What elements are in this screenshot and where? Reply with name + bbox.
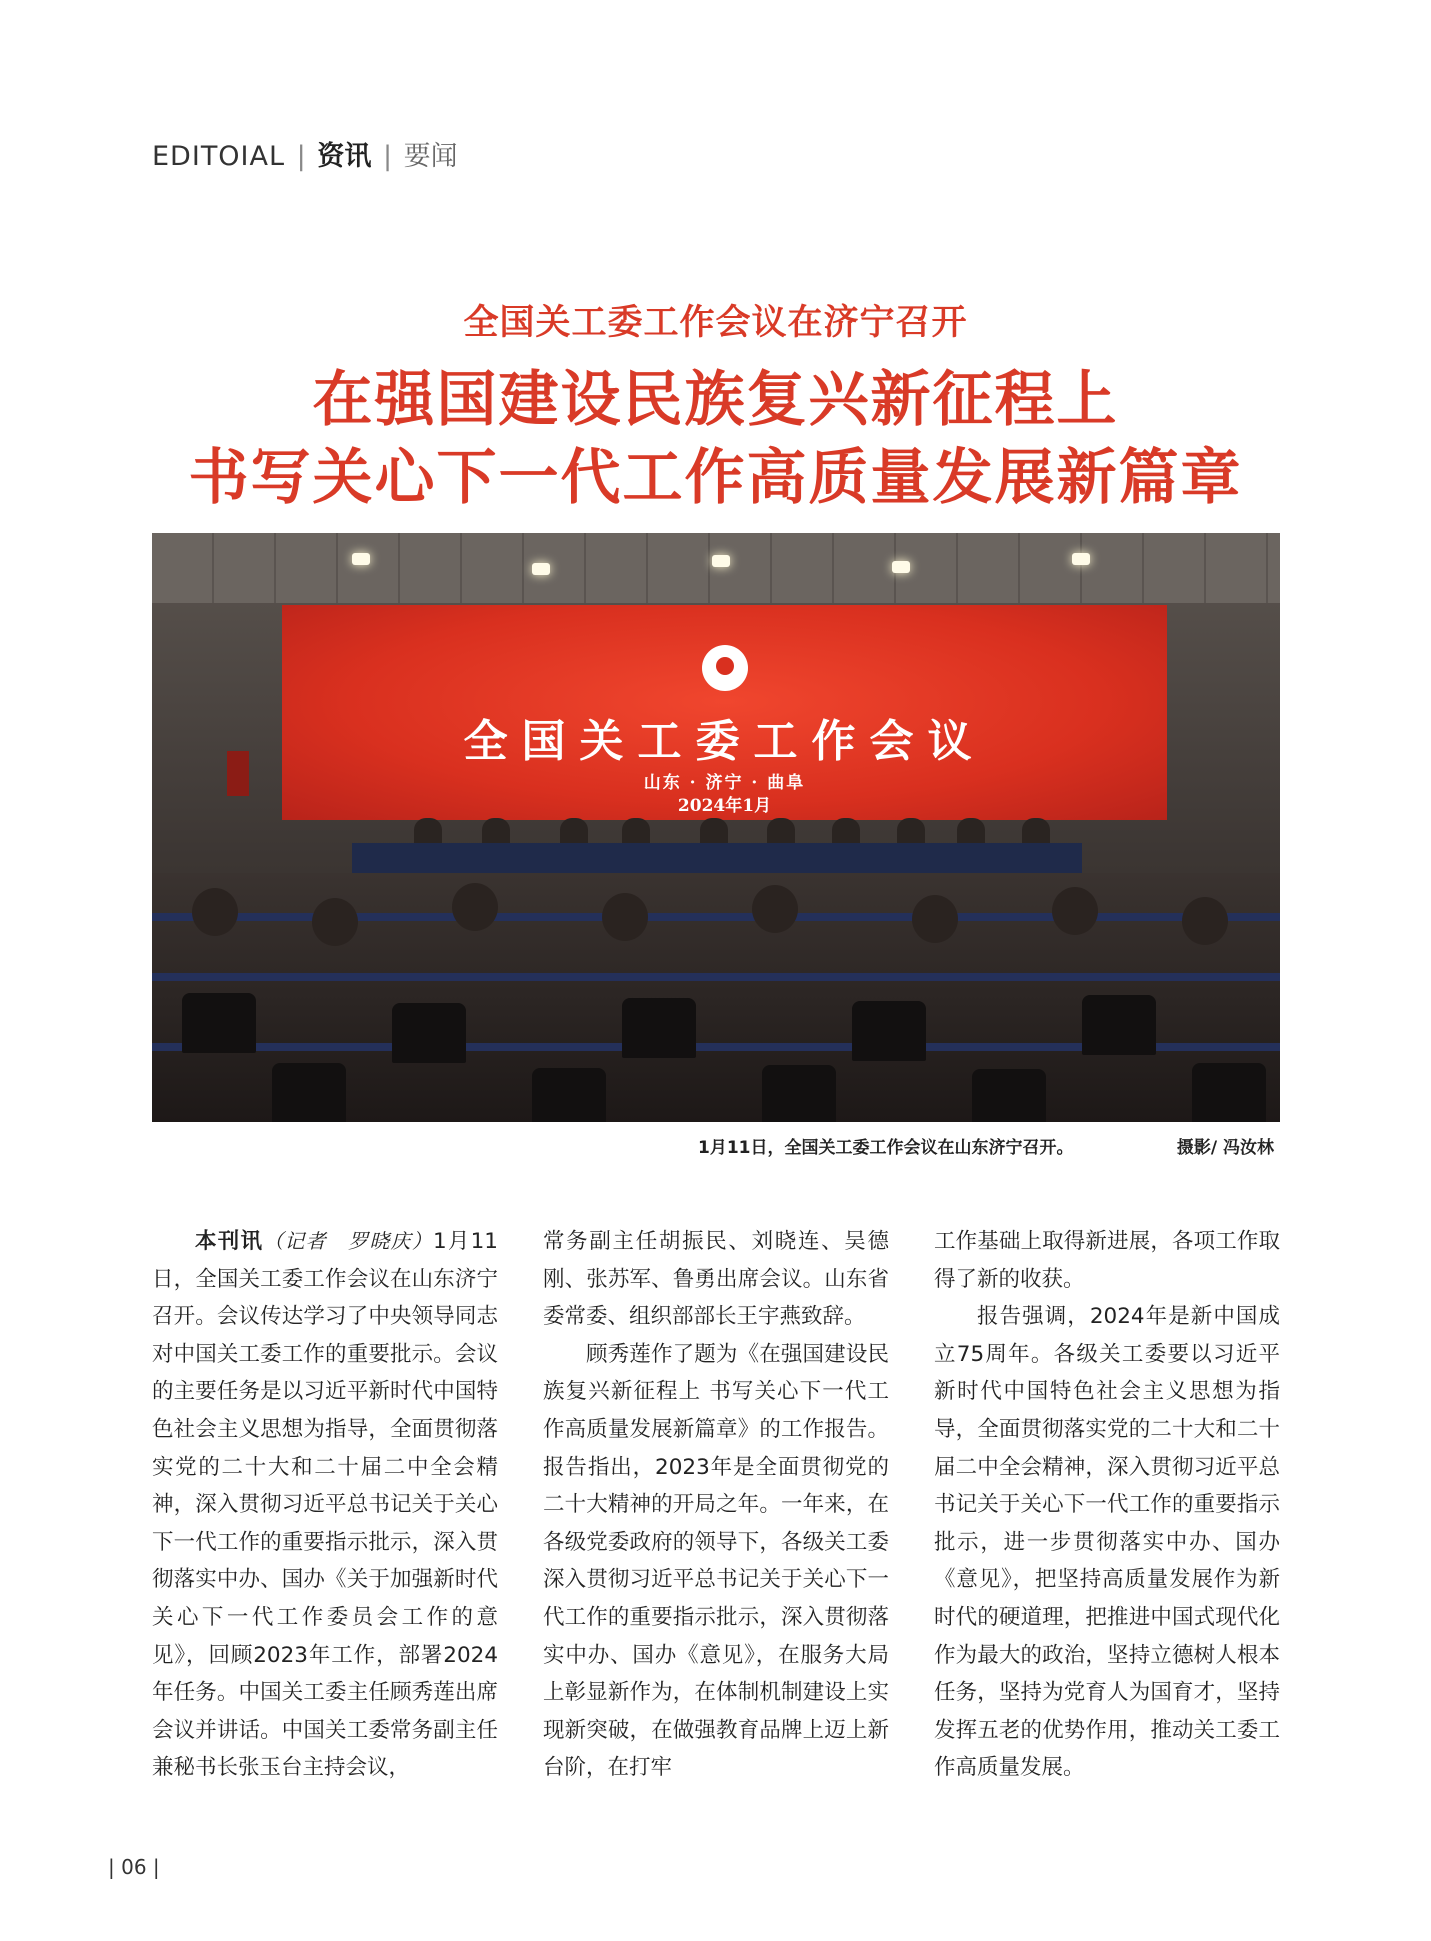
dateline-lead: 本刊讯 [195, 1229, 264, 1254]
ceiling [152, 533, 1280, 603]
lectern [227, 751, 249, 796]
body-paragraph: 顾秀莲作了题为《在强国建设民族复兴新征程上 书写关心下一代工作高质量发展新篇章》的工作报告。报告指出，2023年是全面贯彻党的二十大精神的开局之年。一年来，在各级党委政府的领导下，各级关工委深入贯彻习近平总书记关于关心下一代工作的重要指示批示，深入贯彻落实中办、国办《意见》，在服务大局上彰显新作为，在体制机制建设上实现新突破，在做强教育品牌上迈上新台阶，在打牢 [543, 1341, 889, 1781]
subsection-name: 要闻 [403, 141, 458, 172]
article-title-line-1: 在强国建设民族复兴新征程上 [312, 365, 1119, 435]
audience-chair [762, 1065, 836, 1122]
screen-banner-place: 山东 · 济宁 · 曲阜 [643, 773, 806, 793]
audience-chair [272, 1063, 346, 1122]
audience-chair [852, 1001, 926, 1061]
ceiling-light [892, 561, 910, 573]
body-column-2 [543, 1223, 889, 1787]
audience-seating [152, 873, 1280, 1122]
audience-chair [1192, 1063, 1266, 1122]
photo-credit: 摄影/ 冯汝林 [1176, 1138, 1274, 1158]
body-paragraph [152, 1223, 498, 1787]
paragraph-text: 1月11日，全国关工委工作会议在山东济宁召开。会议传达学习了中央领导同志对中国关工委工作的重要批示。会议的主要任务是以习近平新时代中国特色社会主义思想为指导，全面贯彻落实党的二十大和二十届二中全会精神，深入贯彻习近平总书记关于关心下一代工作的重要指示批示，深入贯彻落实中办、国办《关于加强新时代关心下一代工作委员会工作的意见》，回顾2023年工作，部署2024年任务。中国关工委主任顾秀莲出席会议并讲话。中国关工委常务副主任兼秘书长张玉台主持会议， [152, 1229, 498, 1781]
body-paragraph: 工作基础上取得新进展，各项工作取得了新的收获。 [934, 1229, 1280, 1292]
audience-chair [972, 1069, 1046, 1122]
audience-head [312, 898, 358, 946]
header-divider: | [382, 141, 393, 172]
ceiling-light [352, 553, 370, 565]
screen-banner-date: 2024年1月 [677, 796, 772, 816]
body-column-3 [934, 1223, 1280, 1787]
audience-head [912, 895, 958, 943]
audience-head [1052, 887, 1098, 935]
body-column-1 [152, 1223, 498, 1787]
audience-head [192, 888, 238, 936]
red-stage-screen [282, 605, 1167, 820]
audience-head [602, 893, 648, 941]
page-number: | 06 | [108, 1855, 160, 1879]
audience-chair [532, 1068, 606, 1122]
audience-chair [622, 998, 696, 1058]
table-row-strip [152, 973, 1280, 981]
caption-text: 1月11日，全国关工委工作会议在山东济宁召开。 [698, 1138, 1074, 1158]
audience-head [752, 885, 798, 933]
guangongwei-logo-icon [702, 645, 748, 691]
reporter-credit: （记者 罗晓庆） [263, 1229, 433, 1253]
ceiling-light [1072, 553, 1090, 565]
audience-chair [182, 993, 256, 1053]
article-subtitle: 全国关工委工作会议在济宁召开 [463, 302, 968, 343]
audience-chair [392, 1003, 466, 1063]
body-paragraph: 常务副主任胡振民、刘晓连、吴德刚、张苏军、鲁勇出席会议。山东省委常委、组织部部长王宇燕致辞。 [543, 1229, 889, 1330]
screen-banner-title: 全国关工委工作会议 [463, 716, 986, 767]
ceiling-light [532, 563, 550, 575]
section-header [152, 134, 458, 173]
article-title-line-2: 书写关心下一代工作高质量发展新篇章 [188, 443, 1243, 513]
audience-chair [1082, 995, 1156, 1055]
conference-photo [152, 533, 1280, 1122]
magazine-brand: EDITOIAL [152, 141, 286, 172]
body-paragraph: 报告强调，2024年是新中国成立75周年。各级关工委要以习近平新时代中国特色社会主义思想为指导，全面贯彻落实党的二十大和二十届二中全会精神，深入贯彻习近平总书记关于关心下一代工作的重要指示批示，进一步贯彻落实中办、国办《意见》，把坚持高质量发展作为新时代的硬道理，把推进中国式现代化作为最大的政治，坚持立德树人根本任务，坚持为党育人为国育才，坚持发挥五老的优势作用，推动关工委工作高质量发展。 [934, 1304, 1280, 1781]
header-divider: | [296, 141, 306, 172]
audience-head [1182, 897, 1228, 945]
photo-caption [152, 1133, 1280, 1159]
section-name: 资讯 [317, 141, 372, 172]
ceiling-light [712, 555, 730, 567]
audience-head [452, 883, 498, 931]
